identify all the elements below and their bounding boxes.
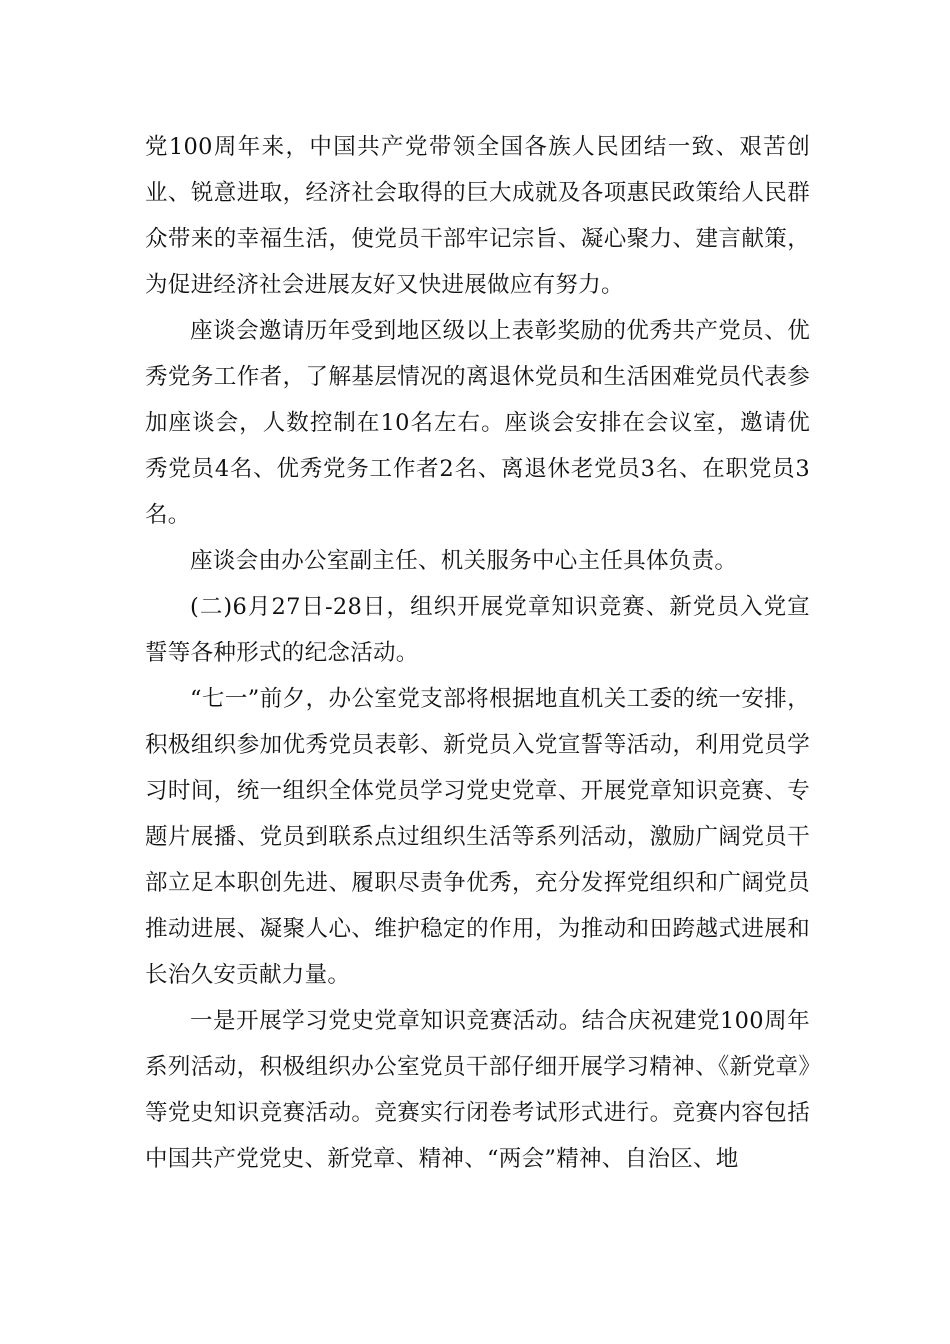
- paragraph-3: 座谈会由办公室副主任、机关服务中心主任具体负责。: [190, 548, 738, 574]
- paragraph-5: “七一”前夕，办公室党支部将根据地直机关工委的统一安排，积极组织参加优秀党员表彰、新党员入党宣誓等活动，利用党员学习时间，统一组织全体党员学习党史党章、开展党章知识竞赛、专题片展播、党员到联系点过组织生活等系列活动，激励广阔党员干部立足本职创先进、履职尽责争优秀，充分发挥党组织和广阔党员推动进展、凝聚人心、维护稳定的作用，为推动和田跨越式进展和长治久安贡献力量。: [145, 686, 810, 988]
- paragraph-1: 党100周年来，中国共产党带领全国各族人民团结一致、艰苦创业、锐意进取，经济社会取得的巨大成就及各项惠民政策给人民群众带来的幸福生活，使党员干部牢记宗旨、凝心聚力、建言献策，为促进经济社会进展友好又快进展做应有努力。: [145, 134, 810, 298]
- document-body: [145, 124, 810, 1182]
- paragraph-2: 座谈会邀请历年受到地区级以上表彰奖励的优秀共产党员、优秀党务工作者，了解基层情况的离退休党员和生活困难党员代表参加座谈会，人数控制在10名左右。座谈会安排在会议室，邀请优秀党员4名、优秀党务工作者2名、离退休老党员3名、在职党员3名。: [145, 318, 810, 528]
- paragraph-4: (二)6月27日-28日，组织开展党章知识竞赛、新党员入党宣誓等各种形式的纪念活动。: [145, 594, 810, 666]
- paragraph-6: 一是开展学习党史党章知识竞赛活动。结合庆祝建党100周年系列活动，积极组织办公室党员干部仔细开展学习精神、《新党章》等党史知识竞赛活动。竞赛实行闭卷考试形式进行。竞赛内容包括中国共产党党史、新党章、精神、“两会”精神、自治区、地: [145, 1008, 810, 1172]
